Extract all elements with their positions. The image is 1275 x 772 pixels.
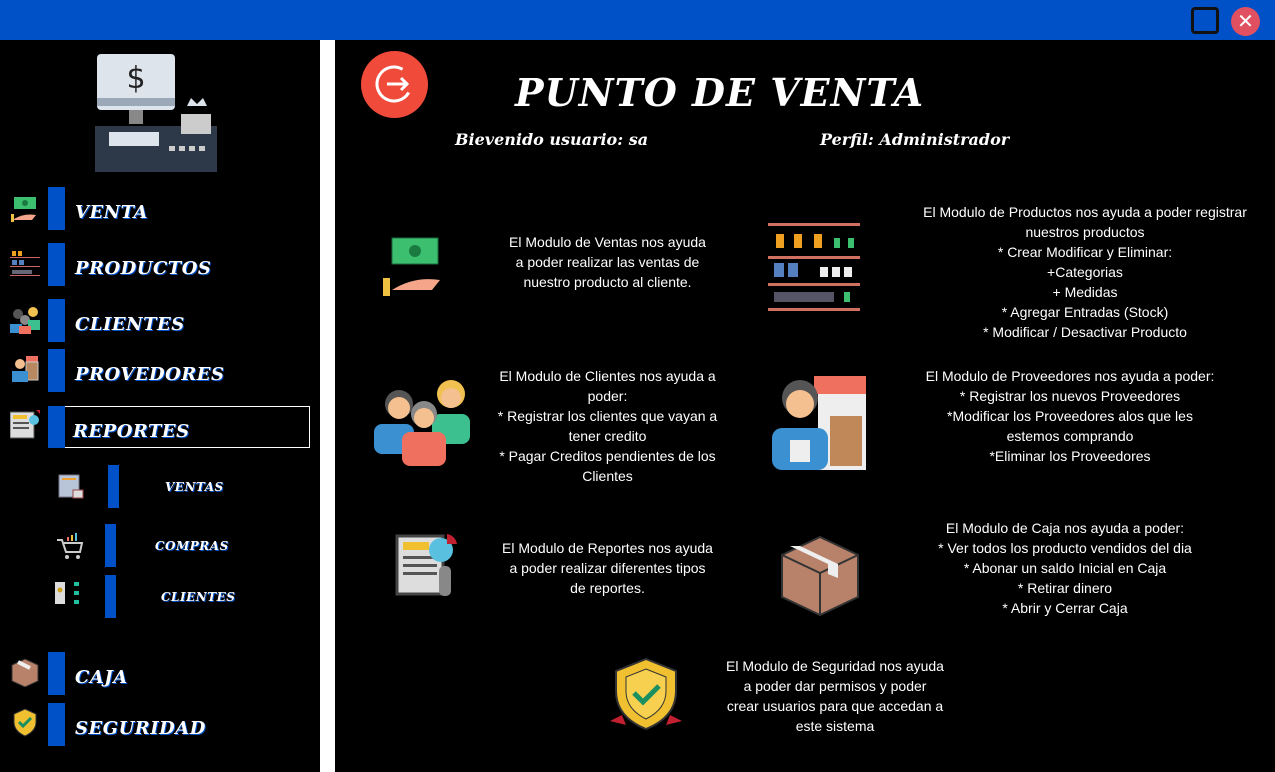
shopping-cart-icon bbox=[54, 532, 84, 562]
nav-indicator bbox=[48, 652, 65, 695]
cash-register-logo-icon bbox=[95, 54, 217, 174]
box-icon bbox=[778, 533, 862, 617]
sales-report-icon bbox=[58, 474, 84, 500]
module-proveedores-description: El Modulo de Proveedores nos ayuda a poder: * Registrar los nuevos Proveedores *Modificar los Proveedores alos que les estemos comprando *Eliminar los Proveedores bbox=[925, 368, 1215, 464]
sidebar-item-label: SEGURIDAD bbox=[75, 718, 206, 739]
nav-indicator bbox=[105, 524, 116, 567]
money-hand-icon bbox=[10, 195, 40, 225]
supplier-icon bbox=[10, 354, 40, 384]
module-productos-description: El Modulo de Productos nos ayuda a poder registrar nuestros productos * Crear Modificar y Eliminar: +Categorias + Medidas * Agregar Entradas (Stock) * Modificar / Desactivar Producto bbox=[923, 204, 1247, 340]
user-profile: Perfil: Administrador bbox=[820, 130, 1010, 149]
report-icon bbox=[395, 532, 460, 600]
nav-indicator bbox=[48, 349, 65, 392]
shield-icon bbox=[608, 655, 684, 735]
sidebar-item-label: PROVEDORES bbox=[75, 364, 225, 385]
maximize-button[interactable] bbox=[1191, 7, 1219, 34]
customers-icon bbox=[10, 304, 40, 334]
sidebar-item-label: PRODUCTOS bbox=[75, 258, 212, 279]
nav-indicator bbox=[108, 465, 119, 508]
nav-indicator bbox=[48, 406, 65, 448]
nav-indicator bbox=[48, 243, 65, 286]
subitem-label: COMPRAS bbox=[155, 539, 229, 553]
module-seguridad-description: El Modulo de Seguridad nos ayuda a poder dar permisos y poder crear usuarios para que accedan a este sistema bbox=[726, 658, 944, 734]
logout-icon bbox=[361, 51, 428, 118]
svg-text:$: $ bbox=[126, 61, 146, 96]
module-caja-description: El Modulo de Caja nos ayuda a poder: * Ver todos los producto vendidos del dia * Abonar un saldo Inicial en Caja * Retirar dinero * Abrir y Cerrar Caja bbox=[938, 520, 1192, 616]
report-icon bbox=[10, 410, 40, 440]
nav-indicator bbox=[105, 575, 116, 618]
divider bbox=[320, 40, 335, 772]
shelves-icon bbox=[768, 220, 860, 312]
welcome-user: Bievenido usuario: sa bbox=[455, 130, 649, 149]
sidebar-item-label: VENTA bbox=[75, 202, 149, 223]
nav-indicator bbox=[48, 703, 65, 746]
supplier-icon bbox=[770, 368, 872, 472]
subitem-label: CLIENTES bbox=[161, 590, 236, 604]
module-clientes-description: El Modulo de Clientes nos ayuda a poder: * Registrar los clientes que vayan a tener credito * Pagar Creditos pendientes de los Clientes bbox=[497, 368, 718, 484]
shield-icon bbox=[10, 708, 40, 738]
module-reportes-description: El Modulo de Reportes nos ayuda a poder realizar diferentes tipos de reportes. bbox=[502, 540, 713, 596]
subitem-label: VENTAS bbox=[165, 480, 224, 494]
page-title: PUNTO DE VENTA bbox=[515, 70, 925, 115]
sidebar bbox=[0, 40, 320, 772]
box-icon bbox=[10, 657, 40, 687]
sidebar-item-label: CAJA bbox=[75, 667, 128, 688]
main-panel bbox=[335, 40, 1275, 772]
sidebar-item-label: REPORTES bbox=[73, 421, 190, 442]
shelves-icon bbox=[10, 248, 40, 278]
nav-indicator bbox=[48, 299, 65, 342]
nav-indicator bbox=[48, 187, 65, 230]
logout-button[interactable] bbox=[361, 51, 428, 118]
sidebar-item-label: CLIENTES bbox=[75, 314, 185, 335]
title-bar bbox=[0, 0, 1275, 40]
module-ventas-description: El Modulo de Ventas nos ayuda a poder realizar las ventas de nuestro producto al cliente. bbox=[509, 234, 706, 290]
close-button[interactable]: ✕ bbox=[1231, 7, 1260, 36]
customers-icon bbox=[372, 368, 472, 468]
client-list-icon bbox=[54, 580, 84, 610]
money-hand-icon bbox=[380, 230, 445, 300]
